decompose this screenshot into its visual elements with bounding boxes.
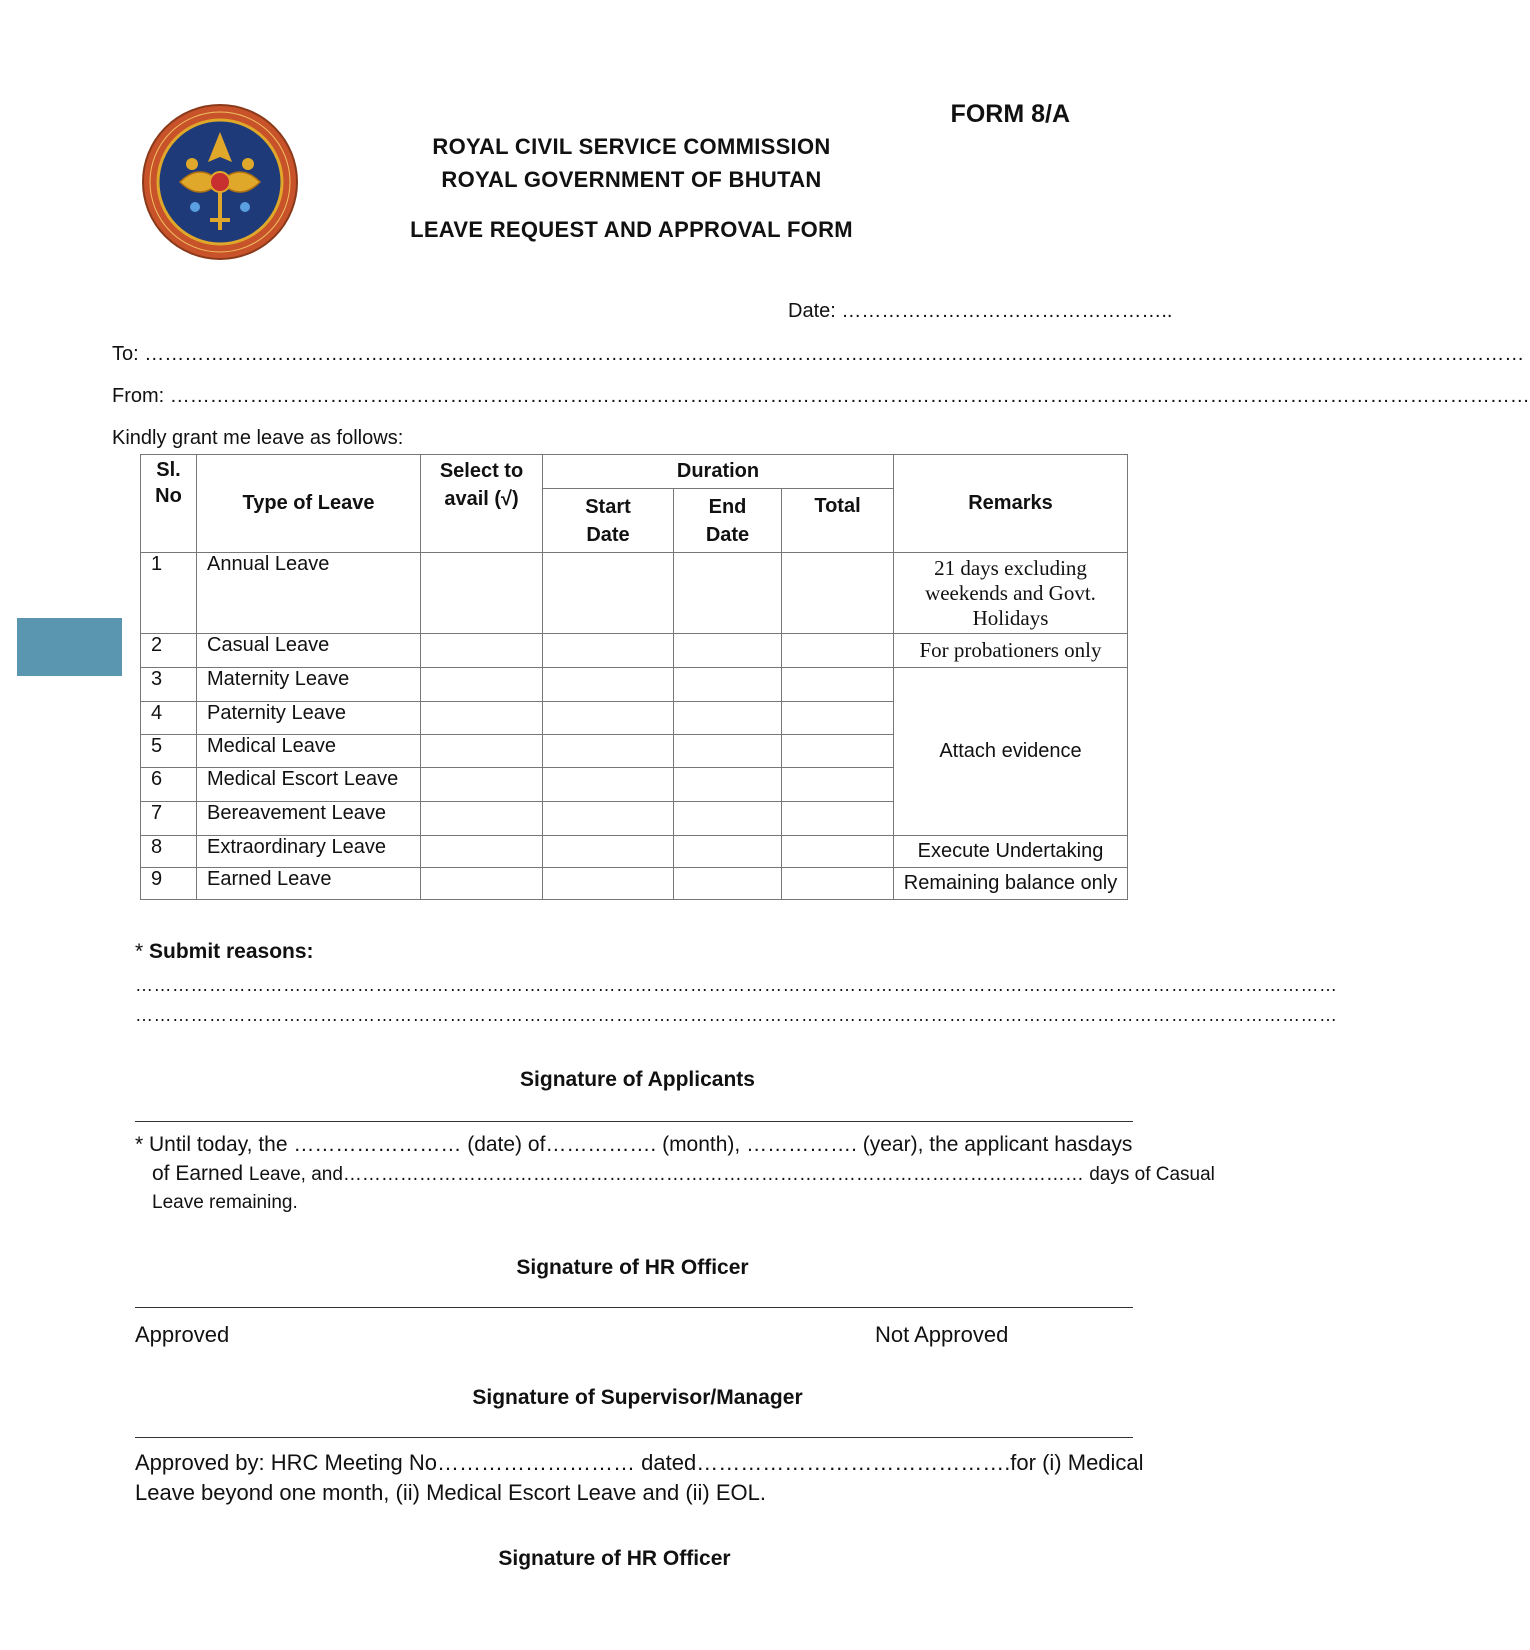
row-type: Earned Leave	[197, 868, 421, 900]
table-row	[141, 836, 1128, 868]
header-sl-no: Sl. No	[141, 455, 197, 553]
gov-name: ROYAL GOVERNMENT OF BHUTAN	[441, 167, 822, 192]
signature-rule-hr	[135, 1307, 1133, 1308]
org-name: ROYAL CIVIL SERVICE COMMISSION	[432, 134, 831, 159]
end-date-cell[interactable]	[674, 668, 782, 702]
to-field[interactable]: To: ………………………………………………………………………………………………………………………………………………………………………………………	[112, 343, 1525, 365]
hr-note-line-2: of Earned Leave, and……………………………………………………………………………………………………… days of Casual	[152, 1162, 1215, 1185]
sidebar-tab[interactable]	[17, 618, 122, 676]
row-no: 2	[141, 634, 197, 668]
table-row	[141, 868, 1128, 900]
approved-label[interactable]: Approved	[135, 1322, 230, 1347]
remark-extraordinary: Execute Undertaking	[894, 836, 1128, 868]
remark-casual: For probationers only	[894, 634, 1128, 668]
end-date-cell[interactable]	[674, 868, 782, 900]
select-cell[interactable]	[421, 668, 543, 702]
reasons-line-1[interactable]: ……………………………………………………………………………………………………………………………………………………………………………	[135, 975, 1338, 995]
signature-applicant: Signature of Applicants	[520, 1068, 755, 1091]
reasons-line-2[interactable]: ……………………………………………………………………………………………………………………………………………………………………………	[135, 1005, 1338, 1025]
end-date-cell[interactable]	[674, 836, 782, 868]
from-field[interactable]: From: ……………………………………………………………………………………………………………………………………………………………………………………	[112, 385, 1530, 407]
hr-note-line-1: * Until today, the …………………… (date) of……………. (month), ……………. (year), the applicant hasdays	[135, 1133, 1133, 1156]
total-cell[interactable]	[782, 668, 894, 702]
select-cell[interactable]	[421, 702, 543, 735]
intro-text: Kindly grant me leave as follows:	[112, 427, 404, 449]
start-date-cell[interactable]	[543, 735, 674, 768]
start-date-cell[interactable]	[543, 802, 674, 836]
row-no: 7	[141, 802, 197, 836]
row-no: 1	[141, 553, 197, 634]
header-remarks: Remarks	[894, 455, 1128, 553]
form-number: FORM 8/A	[950, 100, 1070, 128]
remark-earned: Remaining balance only	[894, 868, 1128, 900]
form-title: LEAVE REQUEST AND APPROVAL FORM	[410, 217, 853, 242]
select-cell[interactable]	[421, 553, 543, 634]
total-cell[interactable]	[782, 836, 894, 868]
row-no: 9	[141, 868, 197, 900]
signature-hr-officer-1: Signature of HR Officer	[516, 1256, 749, 1279]
start-date-cell[interactable]	[543, 702, 674, 735]
not-approved-label[interactable]: Not Approved	[875, 1322, 1009, 1347]
total-cell[interactable]	[782, 634, 894, 668]
hr-note-line-3: Leave remaining.	[152, 1192, 298, 1213]
date-field[interactable]: Date: …………………………………………..	[788, 300, 1173, 322]
end-date-cell[interactable]	[674, 735, 782, 768]
select-cell[interactable]	[421, 836, 543, 868]
end-date-cell[interactable]	[674, 702, 782, 735]
select-cell[interactable]	[421, 634, 543, 668]
total-cell[interactable]	[782, 702, 894, 735]
hrc-note-line-2: Leave beyond one month, (ii) Medical Escort Leave and (ii) EOL.	[135, 1480, 766, 1505]
end-date-cell[interactable]	[674, 553, 782, 634]
total-cell[interactable]	[782, 868, 894, 900]
header-type: Type of Leave	[197, 455, 421, 553]
header-total: Total	[782, 489, 894, 553]
row-no: 8	[141, 836, 197, 868]
hr-note	[135, 1130, 1215, 1217]
row-type: Bereavement Leave	[197, 802, 421, 836]
header-duration: Duration	[543, 455, 894, 489]
start-date-cell[interactable]	[543, 836, 674, 868]
row-type: Casual Leave	[197, 634, 421, 668]
end-date-cell[interactable]	[674, 634, 782, 668]
start-date-cell[interactable]	[543, 768, 674, 802]
start-date-cell[interactable]	[543, 868, 674, 900]
select-cell[interactable]	[421, 768, 543, 802]
header-start-date: Start Date	[543, 489, 674, 553]
total-cell[interactable]	[782, 735, 894, 768]
remark-annual: 21 days excluding weekends and Govt. Holidays	[894, 553, 1128, 634]
row-no: 5	[141, 735, 197, 768]
end-date-cell[interactable]	[674, 768, 782, 802]
header-end-date: End Date	[674, 489, 782, 553]
end-date-cell[interactable]	[674, 802, 782, 836]
reasons-title: * Submit reasons:	[135, 940, 314, 963]
signature-rule-supervisor	[135, 1437, 1133, 1438]
hrc-note	[135, 1448, 1144, 1508]
row-no: 3	[141, 668, 197, 702]
row-type: Paternity Leave	[197, 702, 421, 735]
table-row	[141, 668, 1128, 702]
row-no: 6	[141, 768, 197, 802]
signature-rule-applicant	[135, 1121, 1133, 1122]
signature-hr-officer-2: Signature of HR Officer	[498, 1547, 731, 1570]
remark-evidence: Attach evidence	[894, 668, 1128, 836]
total-cell[interactable]	[782, 802, 894, 836]
start-date-cell[interactable]	[543, 668, 674, 702]
row-no: 4	[141, 702, 197, 735]
header-select: Select to avail (√)	[421, 455, 543, 553]
select-cell[interactable]	[421, 868, 543, 900]
table-row	[141, 634, 1128, 668]
row-type: Maternity Leave	[197, 668, 421, 702]
row-type: Medical Leave	[197, 735, 421, 768]
total-cell[interactable]	[782, 553, 894, 634]
select-cell[interactable]	[421, 802, 543, 836]
signature-supervisor: Signature of Supervisor/Manager	[472, 1386, 803, 1409]
row-type: Medical Escort Leave	[197, 768, 421, 802]
hrc-note-line-1: Approved by: HRC Meeting No……………………… dated…………………………………….for (i) Medical	[135, 1450, 1144, 1475]
row-type: Annual Leave	[197, 553, 421, 634]
start-date-cell[interactable]	[543, 553, 674, 634]
total-cell[interactable]	[782, 768, 894, 802]
select-cell[interactable]	[421, 735, 543, 768]
start-date-cell[interactable]	[543, 634, 674, 668]
row-type: Extraordinary Leave	[197, 836, 421, 868]
leave-table	[140, 454, 1128, 900]
table-row	[141, 553, 1128, 634]
